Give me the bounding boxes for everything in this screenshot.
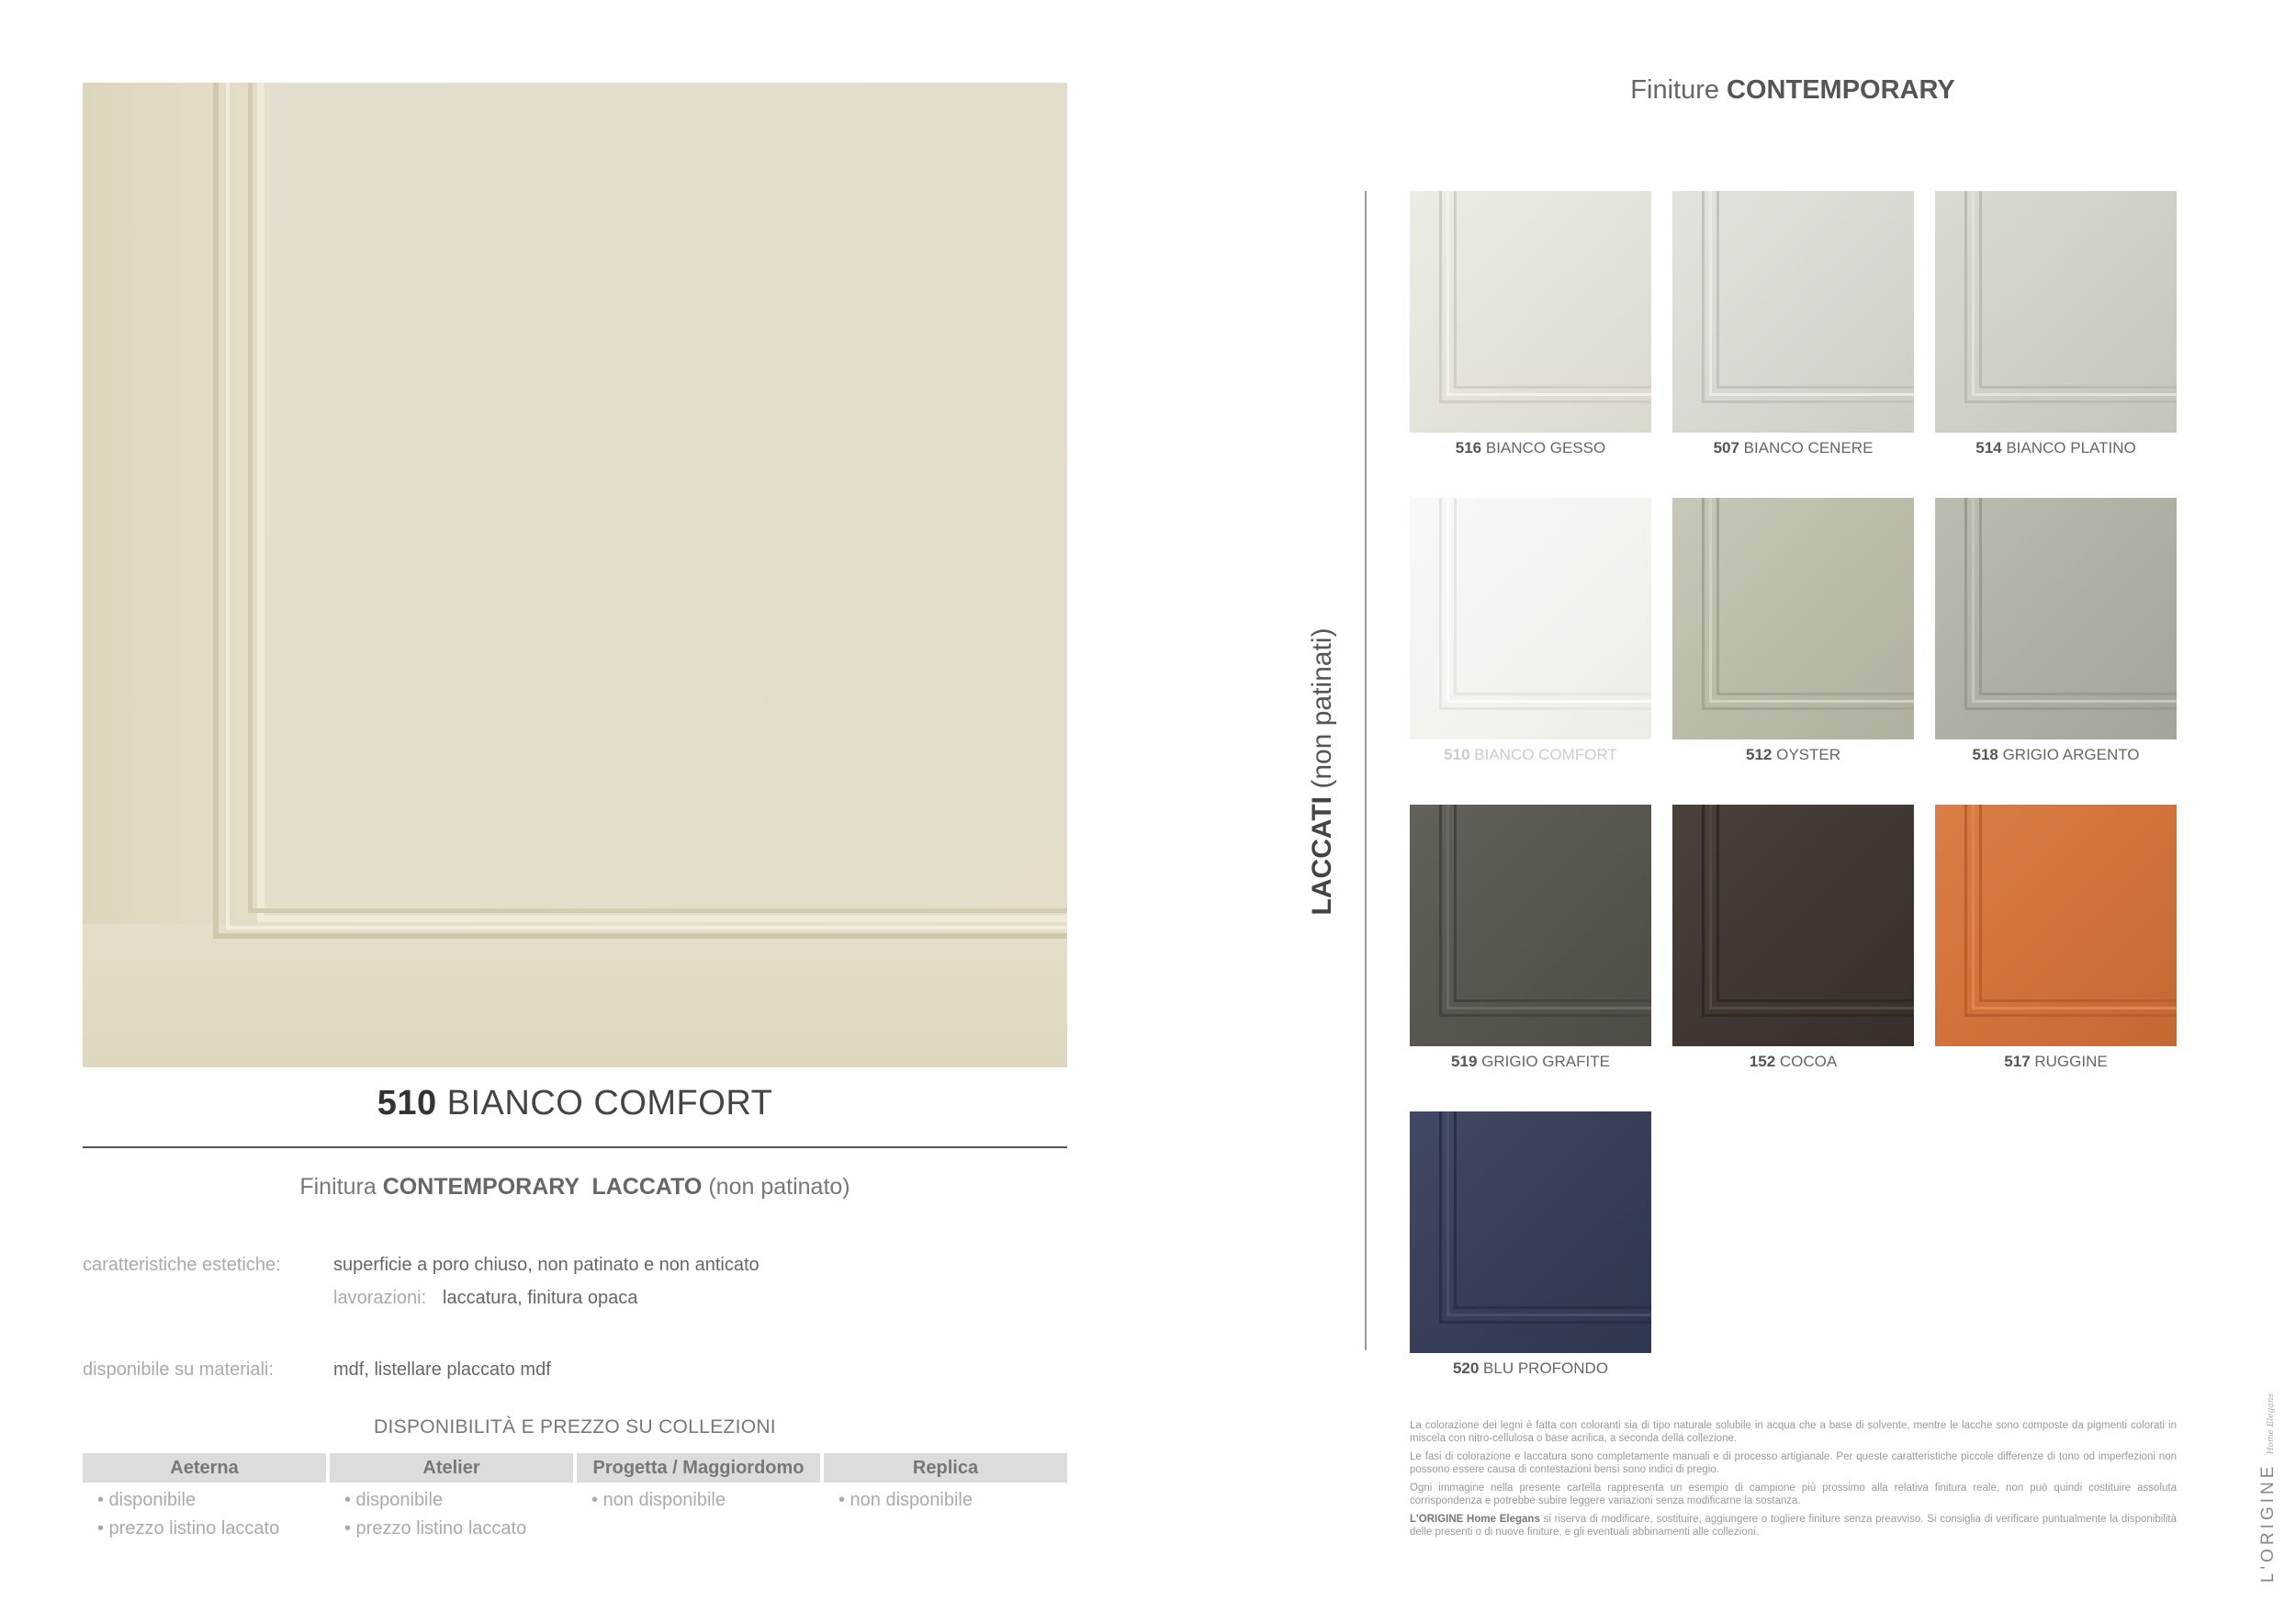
featured-code: 510 (377, 1084, 437, 1122)
swatch-label: 517 RUGGINE (2004, 1053, 2108, 1070)
collection-column-replica (824, 1453, 1067, 1539)
catalog-heading: Finiture CONTEMPORARY (1630, 75, 1955, 105)
disclaimer-paragraph: Le fasi di colorazione e laccatura sono completamente manuali e di processo artigianale. Per queste caratteristiche piccole differenze di tono od imperfezioni non possono essere causa di contestazioni bensì sono indici di pregio. (1410, 1451, 2177, 1475)
featured-title (83, 1084, 1067, 1123)
swatch-518 (1935, 498, 2177, 739)
finish-description: Finitura CONTEMPORARY LACCATO (non patinato) (299, 1174, 850, 1200)
collection-line: • non disponibile (591, 1490, 726, 1510)
swatch-label: 514 BIANCO PLATINO (1975, 439, 2136, 457)
disclaimer-paragraph: L'ORIGINE Home Elegans si riserva di modificare, sostituire, aggiungere o togliere finiture senza preavviso. Si consiglia di verificare puntualmente la disponibilità delle presenti o di nuove finiture, e gli eventuali abbinamenti alle collezioni. (1410, 1514, 2177, 1538)
collection-column-aeterna (83, 1453, 326, 1539)
featured-name: BIANCO COMFORT (446, 1084, 773, 1122)
swatch-label: 512 OYSTER (1746, 746, 1840, 763)
collection-line: • disponibile (344, 1490, 444, 1510)
swatch-label: 510 BIANCO COMFORT (1444, 746, 1617, 763)
swatch-519 (1410, 805, 1651, 1046)
swatch-label: 507 BIANCO CENERE (1713, 439, 1874, 457)
featured-sample-image (83, 83, 1067, 1067)
category-divider (1365, 191, 1367, 1350)
disclaimer (1410, 1419, 2177, 1544)
materials-label: disponibile su materiali: (83, 1359, 274, 1380)
swatch-label: 518 GRIGIO ARGENTO (1972, 746, 2140, 763)
sample-panel (266, 83, 1067, 924)
swatch-516 (1410, 191, 1651, 433)
swatch-label: 152 COCOA (1749, 1053, 1838, 1070)
swatch-514 (1935, 191, 2177, 433)
swatch-label: 516 BIANCO GESSO (1455, 439, 1606, 457)
collection-line: • prezzo listino laccato (97, 1518, 280, 1539)
collection-column-progetta (577, 1453, 820, 1539)
collection-line: • prezzo listino laccato (344, 1518, 527, 1539)
swatch-label: 519 GRIGIO GRAFITE (1451, 1053, 1610, 1070)
materials-value: mdf, listellare placcato mdf (333, 1359, 551, 1380)
collections-table (83, 1453, 1067, 1539)
swatch-510 (1410, 498, 1651, 739)
disclaimer-paragraph: Ogni immagine nella presente cartella rappresenta un esempio di campione più prossimo alla relativa finitura reale, non può quindi costituire assoluta corrispondenza e potrebbe subire leggere variazioni senza modificarne la sostanza. (1410, 1483, 2177, 1506)
collection-header: Aeterna (83, 1453, 326, 1483)
swatch-517 (1935, 805, 2177, 1046)
title-divider (83, 1146, 1067, 1148)
processing-label: lavorazioni: (333, 1288, 427, 1308)
processing-value: laccatura, finitura opaca (443, 1288, 638, 1308)
aesthetic-value: superficie a poro chiuso, non patinato e non anticato (333, 1255, 760, 1275)
collection-header: Atelier (330, 1453, 573, 1483)
aesthetic-label: caratteristiche estetiche: (83, 1255, 281, 1275)
collection-column-atelier (330, 1453, 573, 1539)
swatch-512 (1672, 498, 1914, 739)
sample-frame-horizontal (83, 924, 1067, 1067)
swatch-label: 520 BLU PROFONDO (1452, 1359, 1609, 1377)
swatch-507 (1672, 191, 1914, 433)
swatch-152 (1672, 805, 1914, 1046)
collection-header: Progetta / Maggiordomo (577, 1453, 820, 1483)
sample-frame-vertical (83, 83, 266, 1067)
swatch-520 (1410, 1111, 1651, 1353)
collection-header: Replica (824, 1453, 1067, 1483)
availability-title: DISPONIBILITÀ E PREZZO SU COLLEZIONI (374, 1416, 776, 1438)
collection-line: • non disponibile (838, 1490, 973, 1510)
collection-line: • disponibile (97, 1490, 197, 1510)
disclaimer-paragraph: La colorazione dei legni è fatta con coloranti sia di tipo naturale solubile in acqua che a base di solvente, mentre le lacche sono composte da pigmenti colorati in miscela con nitro-cellulosa o base acrilica, a seconda della collezione. (1410, 1420, 2177, 1444)
